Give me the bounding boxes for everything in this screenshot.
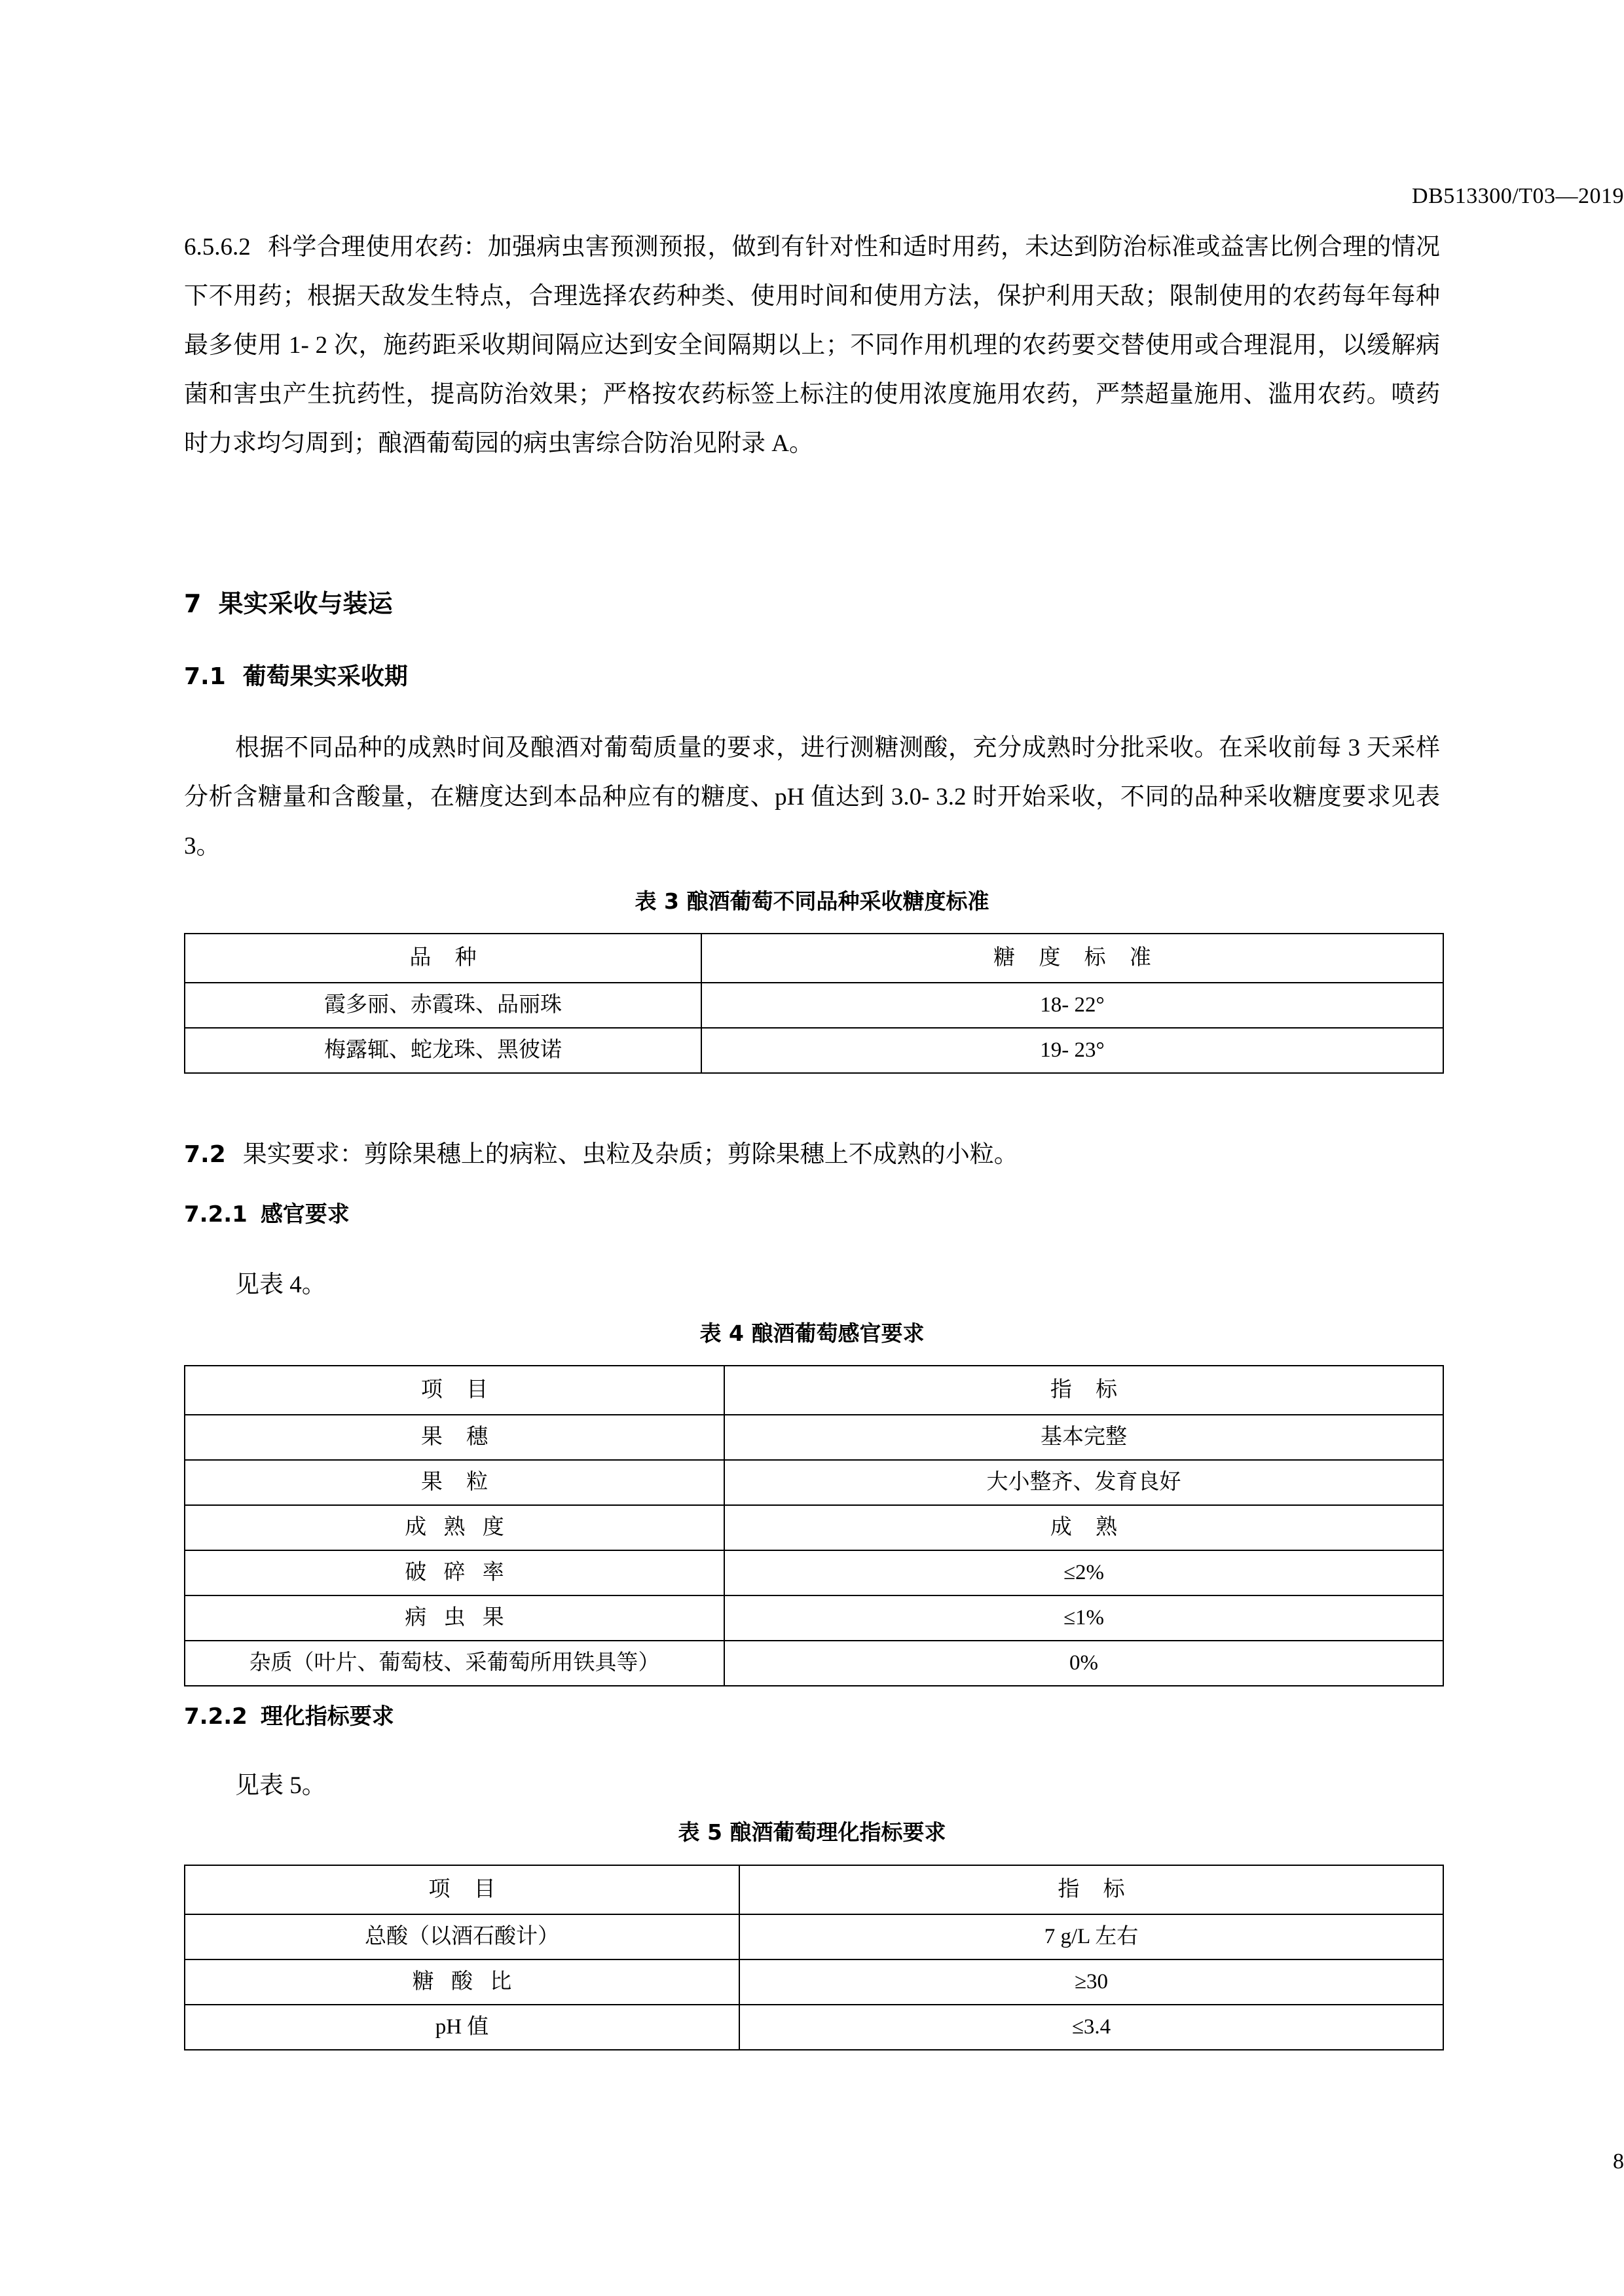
table4-cell-4-0 [185, 1595, 724, 1641]
table-header-row [185, 1366, 1443, 1415]
table5-cell-text-1-0: 糖 酸 比 [412, 1969, 518, 1994]
table5-cell-0-1: 7 g/L 左右 [739, 1914, 1443, 1959]
table-row [185, 1641, 1443, 1686]
clause-7-2-1-heading [184, 1203, 1440, 1226]
table-row [185, 2005, 1443, 2050]
table4-block [184, 1365, 1440, 1686]
table5-caption: 表 5 酿酒葡萄理化指标要求 [678, 1819, 946, 1845]
clause-7-1-body: 根据不同品种的成熟时间及酿酒对葡萄质量的要求，进行测糖测酸，充分成熟时分批采收。在采收前每 3 天采样分析含糖量和含酸量，在糖度达到本品种应有的糖度、pH 值达到 3.0- 3.2 时开始采收，不同的品种采收糖度要求见表 3。 [184, 735, 1440, 860]
clause-6-5-6-2-block [184, 223, 1440, 468]
table-header-row [185, 934, 1443, 983]
table5-header-text-0: 项 目 [428, 1877, 505, 1901]
clause-6-5-6-2-number: 6.5.6.2 [184, 234, 251, 261]
page-number: 8 [1613, 2149, 1624, 2174]
table4-cell-text-4-0: 病 虫 果 [405, 1605, 510, 1630]
table-row [185, 1550, 1443, 1595]
table-header-row [185, 1865, 1443, 1914]
table4-header-text-1: 指 标 [1050, 1377, 1127, 1402]
table4-cell-3-0 [185, 1550, 724, 1595]
clause-7-2-1-body-block [184, 1260, 1440, 1309]
table4-cell-4-1: ≤1% [724, 1595, 1443, 1641]
table5-caption-block [184, 1821, 1440, 1843]
table-row [185, 1595, 1443, 1641]
table3-header-text-0: 品 种 [409, 945, 486, 970]
clause-7-2-2-body: 见表 5。 [235, 1772, 326, 1799]
clause-7-2-2-body-block [184, 1761, 1440, 1810]
table3-header-text-1: 糖 度 标 准 [993, 945, 1160, 970]
table5-cell-2-1: ≤3.4 [739, 2005, 1443, 2050]
clause-6-5-6-2-text [184, 223, 1440, 468]
table3-cell-1-1: 19- 23° [701, 1028, 1443, 1073]
table4-cell-1-1: 大小整齐、发育良好 [724, 1460, 1443, 1505]
clause-7-2-1-number: 7.2.1 [184, 1201, 248, 1228]
clause-7-1-body-block [184, 723, 1440, 871]
clause-7-number: 7 [184, 589, 202, 618]
table4 [184, 1365, 1444, 1686]
clause-6-5-6-2-body: 科学合理使用农药：加强病虫害预测预报，做到有针对性和适时用药，未达到防治标准或益害比例合理的情况下不用药；根据天敌发生特点，合理选择农药种类、使用时间和使用方法，保护利用天敌；限制使用的农药每年每种最多使用 1- 2 次，施药距采收期间隔应达到安全间隔期以上；不同作用机理的农药要交替使用或合理混用，以缓解病菌和害虫产生抗药性，提高防治效果；严格按农药标签上标注的使用浓度施用农药，严禁超量施用、滥用农药。喷药时力求均匀周到；酿酒葡萄园的病虫害综合防治见附录 A。 [184, 234, 1440, 457]
table-row [185, 1028, 1443, 1073]
clause-7-title: 果实采收与装运 [218, 589, 393, 618]
clause-7-1-number: 7.1 [184, 663, 226, 690]
table4-cell-3-1: ≤2% [724, 1550, 1443, 1595]
table-row [185, 1505, 1443, 1550]
table5-header-cell-1 [739, 1865, 1443, 1914]
clause-7-1-title: 葡萄果实采收期 [242, 663, 408, 690]
table-row [185, 1415, 1443, 1460]
table5-block [184, 1865, 1440, 2050]
table5-cell-0-0: 总酸（以酒石酸计） [185, 1914, 739, 1959]
table4-cell-0-1: 基本完整 [724, 1415, 1443, 1460]
table5-cell-2-0: pH 值 [185, 2005, 739, 2050]
table-row [185, 1959, 1443, 2005]
clause-7-2-1-title: 感官要求 [260, 1201, 350, 1228]
table5-header-text-1: 指 标 [1058, 1877, 1134, 1901]
table-row [185, 1914, 1443, 1959]
table4-header-cell-0 [185, 1366, 724, 1415]
clause-7-2-1-body: 见表 4。 [235, 1271, 326, 1298]
table5-cell-1-1: ≥30 [739, 1959, 1443, 2005]
table5-cell-1-0 [185, 1959, 739, 2005]
clause-7-2-2-heading [184, 1705, 1440, 1728]
table4-cell-5-1: 0% [724, 1641, 1443, 1686]
table4-cell-text-2-1: 成 熟 [1050, 1515, 1127, 1539]
table4-cell-2-0 [185, 1505, 724, 1550]
table3 [184, 933, 1444, 1074]
table4-caption-block [184, 1322, 1440, 1344]
table4-cell-text-0-0: 果 穗 [420, 1425, 498, 1449]
standard-number: DB513300/T03—2019 [1412, 184, 1624, 208]
clause-7-2-block [184, 1142, 1440, 1167]
clause-7-2-2-title: 理化指标要求 [260, 1704, 394, 1730]
table3-header-cell-1 [701, 934, 1443, 983]
table3-block [184, 933, 1440, 1074]
table4-cell-1-0 [185, 1460, 724, 1505]
table3-caption: 表 3 酿酒葡萄不同品种采收糖度标准 [635, 888, 989, 914]
table3-caption-block [184, 890, 1440, 912]
table4-caption: 表 4 酿酒葡萄感官要求 [699, 1321, 925, 1346]
table4-cell-text-3-0: 破 碎 率 [405, 1560, 510, 1584]
table3-cell-0-1: 18- 22° [701, 983, 1443, 1028]
table4-cell-text-2-0: 成 熟 度 [405, 1515, 510, 1539]
table5-header-cell-0 [185, 1865, 739, 1914]
running-header [1412, 185, 1624, 208]
table4-cell-text-1-0: 果 粒 [420, 1470, 498, 1494]
clause-7-2-text: 果实要求：剪除果穗上的病粒、虫粒及杂质；剪除果穗上不成熟的小粒。 [242, 1141, 1018, 1168]
table3-header-cell-0 [185, 934, 701, 983]
clause-7-1-heading [184, 665, 1440, 689]
table4-header-text-0: 项 目 [420, 1377, 498, 1402]
clause-7-2-number: 7.2 [184, 1141, 226, 1168]
table4-cell-0-0 [185, 1415, 724, 1460]
table4-header-cell-1 [724, 1366, 1443, 1415]
clause-7-heading [184, 591, 1440, 616]
clause-7-2-2-number: 7.2.2 [184, 1704, 248, 1730]
table4-cell-2-1 [724, 1505, 1443, 1550]
table5 [184, 1865, 1444, 2050]
table3-cell-1-0: 梅露辄、蛇龙珠、黑彼诺 [185, 1028, 701, 1073]
table3-cell-0-0: 霞多丽、赤霞珠、品丽珠 [185, 983, 701, 1028]
table-row [185, 1460, 1443, 1505]
table4-cell-5-0: 杂质（叶片、葡萄枝、采葡萄所用铁具等） [185, 1641, 724, 1686]
table-row [185, 983, 1443, 1028]
